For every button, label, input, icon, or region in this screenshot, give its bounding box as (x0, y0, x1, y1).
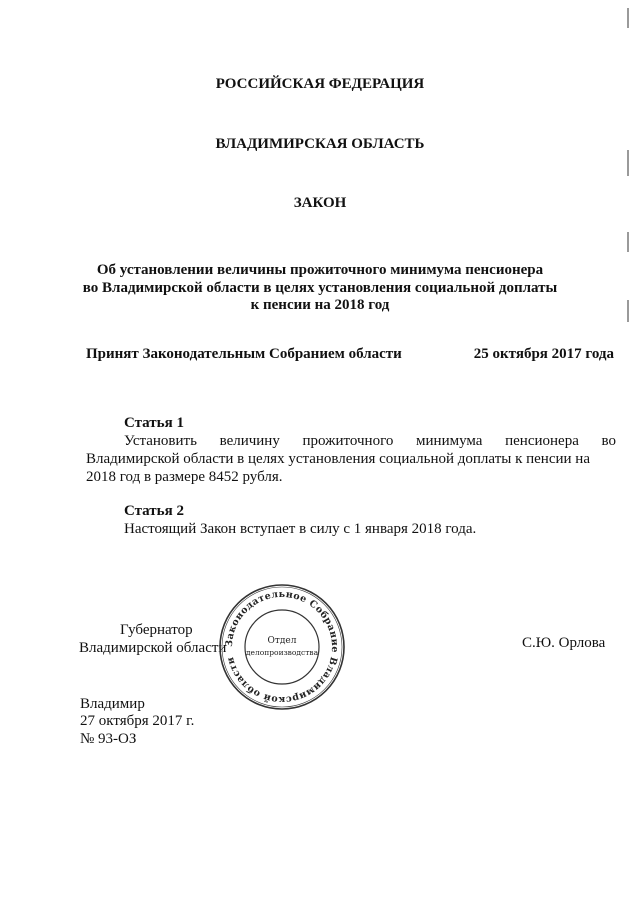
footer-date: 27 октября 2017 г. (80, 713, 195, 729)
adoption-date: 25 октября 2017 года (473, 346, 614, 362)
signatory-region: Владимирской области (79, 640, 227, 656)
article-2-text: Настоящий Закон вступает в силу с 1 января 2018 года. (124, 521, 477, 537)
scan-edge-mark-3 (627, 232, 629, 252)
footer-law-number: № 93-ОЗ (80, 731, 137, 747)
region-heading: ВЛАДИМИРСКАЯ ОБЛАСТЬ (215, 136, 425, 152)
article-1-line-3: 2018 год в размере 8452 рубля. (86, 469, 283, 485)
scan-edge-mark-2 (627, 150, 629, 176)
law-title-line-1: Об установлении величины прожиточного минимума пенсионера (96, 262, 544, 278)
article-1-line-1: Установить величину прожиточного минимума пенсионера во (124, 433, 616, 449)
law-title-line-2: во Владимирской области в целях установления социальной доплаты (82, 280, 558, 296)
stamp-ring-text: Законодательное Собрание Владимирской области (223, 588, 341, 706)
stamp-outer-ring-thin (222, 587, 342, 707)
official-stamp-seal (217, 582, 347, 712)
law-title-line-3: к пенсии на 2018 год (250, 297, 390, 313)
signatory-title: Губернатор (120, 622, 193, 638)
article-2-heading: Статья 2 (124, 503, 184, 519)
stamp-outer-ring (220, 585, 344, 709)
article-1-heading: Статья 1 (124, 415, 184, 431)
country-heading: РОССИЙСКАЯ ФЕДЕРАЦИЯ (215, 76, 425, 92)
stamp-inner-ring (245, 610, 319, 684)
signatory-name: С.Ю. Орлова (522, 635, 606, 651)
scan-edge-mark-4 (627, 300, 629, 322)
article-1-line-2: Владимирской области в целях установления социальной доплаты к пенсии на (86, 451, 590, 467)
adoption-statement: Принят Законодательным Собранием области (86, 346, 402, 362)
scan-edge-mark-1 (627, 8, 629, 28)
document-type-heading: ЗАКОН (293, 195, 347, 211)
stamp-center-line-2: делопроизводства (245, 648, 319, 657)
footer-city: Владимир (80, 696, 145, 712)
stamp-center-line-1: Отдел (267, 636, 297, 646)
